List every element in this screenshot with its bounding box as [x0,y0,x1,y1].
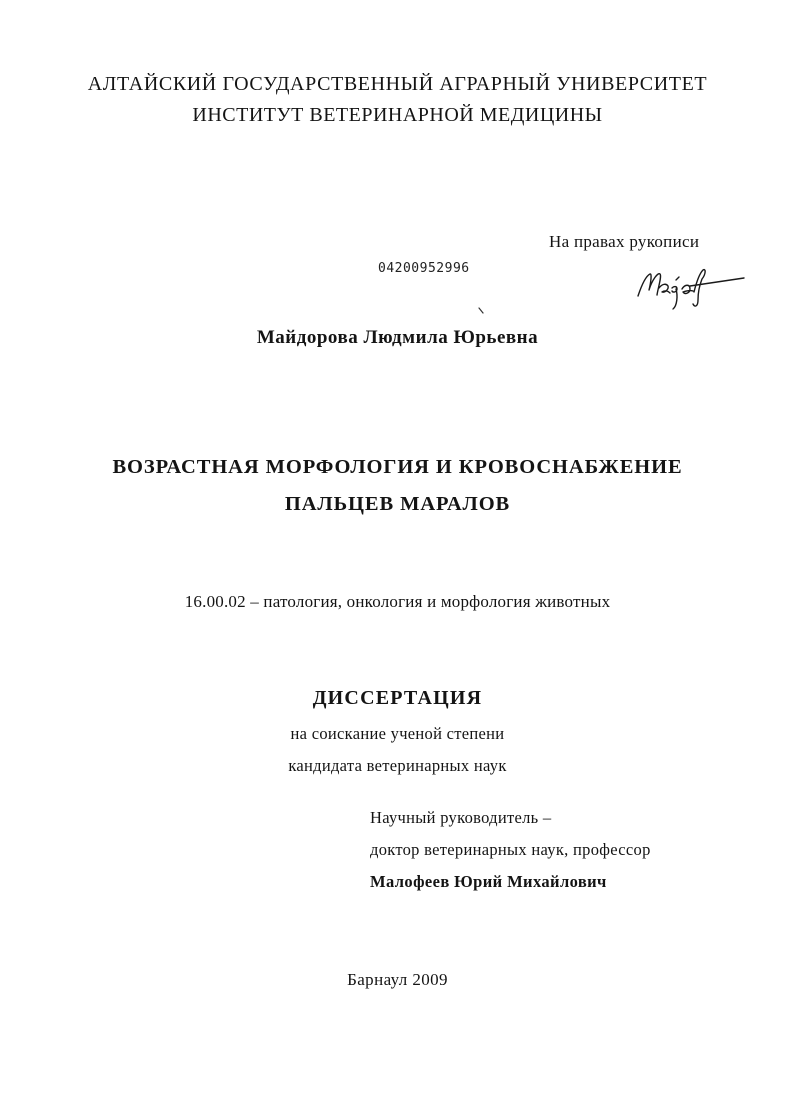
manuscript-rights-note: На правах рукописи [549,232,700,251]
stray-mark [478,307,486,317]
document-type: ДИССЕРТАЦИЯ [312,687,483,709]
document-code: 04200952996 [378,261,470,276]
degree-line-1: на соискание ученой степени [290,724,505,743]
supervisor-name: Малофеев Юрий Михайлович [370,872,607,891]
dissertation-title-line-1: ВОЗРАСТНАЯ МОРФОЛОГИЯ И КРОВОСНАБЖЕНИЕ [112,456,683,478]
signature-icon [632,262,752,312]
place-year: Барнаул 2009 [347,970,448,989]
institute-name: ИНСТИТУТ ВЕТЕРИНАРНОЙ МЕДИЦИНЫ [192,104,603,126]
supervisor-title: доктор ветеринарных наук, профессор [370,840,651,859]
specialty-code: 16.00.02 – патология, онкология и морфология животных [184,592,611,611]
dissertation-title-line-2: ПАЛЬЦЕВ МАРАЛОВ [284,493,511,515]
supervisor-role: Научный руководитель – [370,808,552,827]
degree-line-2: кандидата ветеринарных наук [288,756,507,775]
university-name: АЛТАЙСКИЙ ГОСУДАРСТВЕННЫЙ АГРАРНЫЙ УНИВЕРСИТЕТ [87,73,708,95]
author-name: Майдорова Людмила Юрьевна [256,327,539,348]
